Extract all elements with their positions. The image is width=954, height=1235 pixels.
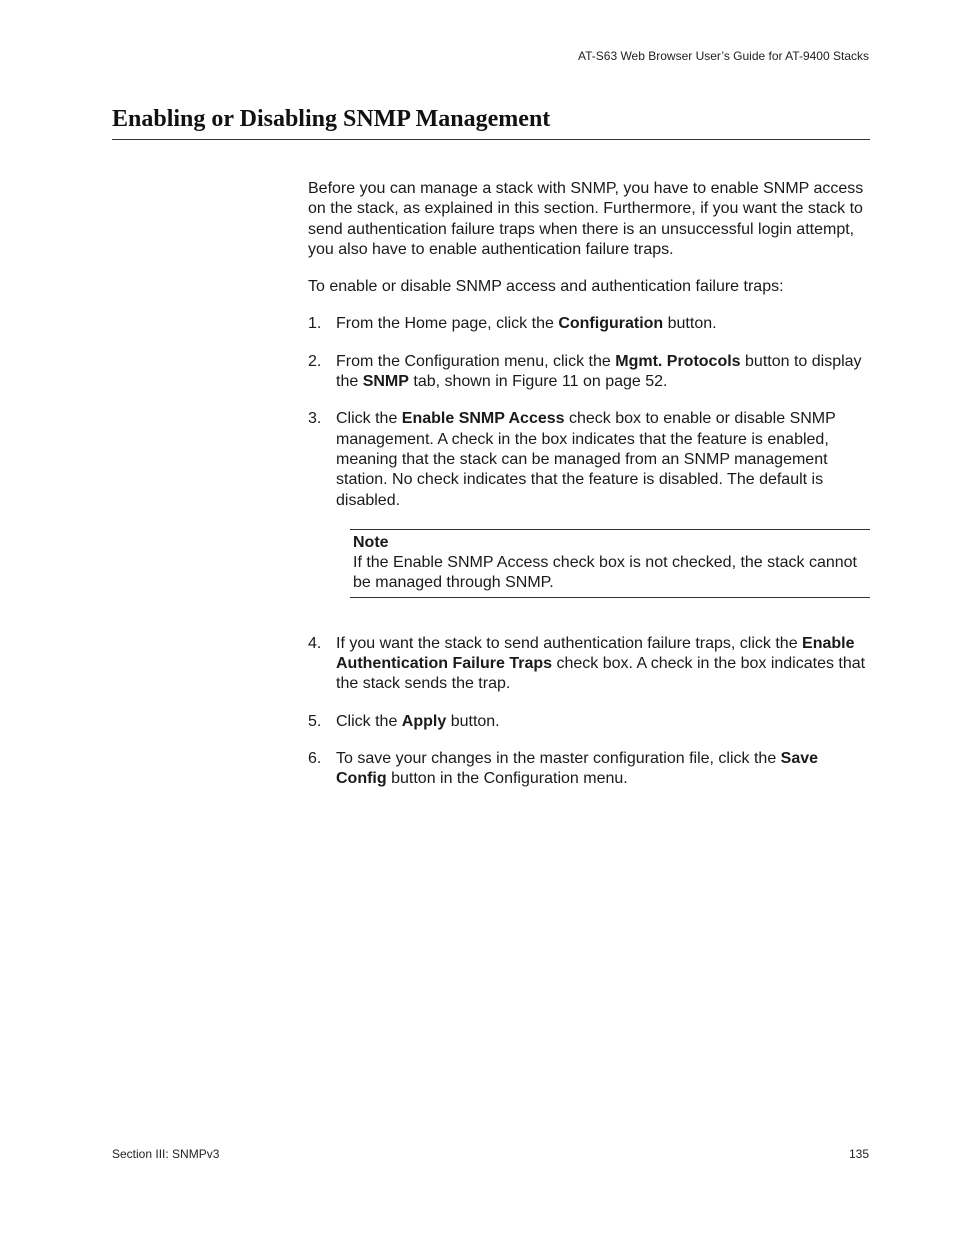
note-text: If the Enable SNMP Access check box is not checked, the stack cannot be managed through SNMP. — [353, 554, 857, 592]
step-3 — [308, 409, 870, 510]
body-content — [308, 179, 870, 807]
step-number: 4. — [308, 634, 322, 652]
step-text: Click the Enable SNMP Access check box to enable or disable SNMP management. A check in the box indicates that the feature is enabled, meaning that the stack can be managed from an SNMP management station. No check indicates that the feature is disabled. The default is disabled. — [336, 410, 836, 509]
step-2 — [308, 352, 870, 393]
procedure-lead-in: To enable or disable SNMP access and authentication failure traps: — [308, 278, 784, 296]
note-box — [350, 529, 870, 598]
intro-paragraph: Before you can manage a stack with SNMP, you have to enable SNMP access on the stack, as explained in this section. Furthermore, if you want the stack to send authentication failure traps when there is an unsuccessful login attempt, you also have to enable authentication failure traps. — [308, 180, 864, 258]
step-5 — [308, 712, 870, 732]
step-text: Click the Apply button. — [336, 712, 500, 730]
step-text: If you want the stack to send authentication failure traps, click the Enable Authentication Failure Traps check box. A check in the box indicates that the stack sends the trap. — [336, 634, 866, 693]
section-title: Enabling or Disabling SNMP Management — [112, 106, 551, 132]
step-text: From the Configuration menu, click the Mgmt. Protocols button to display the SNMP tab, shown in Figure 11 on page 52. — [336, 352, 862, 391]
step-number: 3. — [308, 410, 322, 428]
step-number: 1. — [308, 315, 322, 333]
footer-page-number: 135 — [848, 1147, 869, 1161]
note-title: Note — [353, 533, 389, 551]
procedure-steps-continued — [308, 634, 870, 790]
step-number: 5. — [308, 712, 322, 730]
step-number: 2. — [308, 352, 322, 370]
step-text: To save your changes in the master configuration file, click the Save Config button in the Configuration menu. — [336, 749, 819, 788]
step-1 — [308, 314, 870, 334]
step-6 — [308, 749, 870, 790]
footer-section-label: Section III: SNMPv3 — [112, 1147, 220, 1161]
running-header: AT-S63 Web Browser User’s Guide for AT-9400 Stacks — [577, 49, 869, 63]
step-4 — [308, 634, 870, 695]
title-rule — [112, 139, 870, 140]
step-number: 6. — [308, 749, 322, 767]
step-text: From the Home page, click the Configuration button. — [336, 315, 717, 333]
procedure-steps — [308, 314, 870, 510]
